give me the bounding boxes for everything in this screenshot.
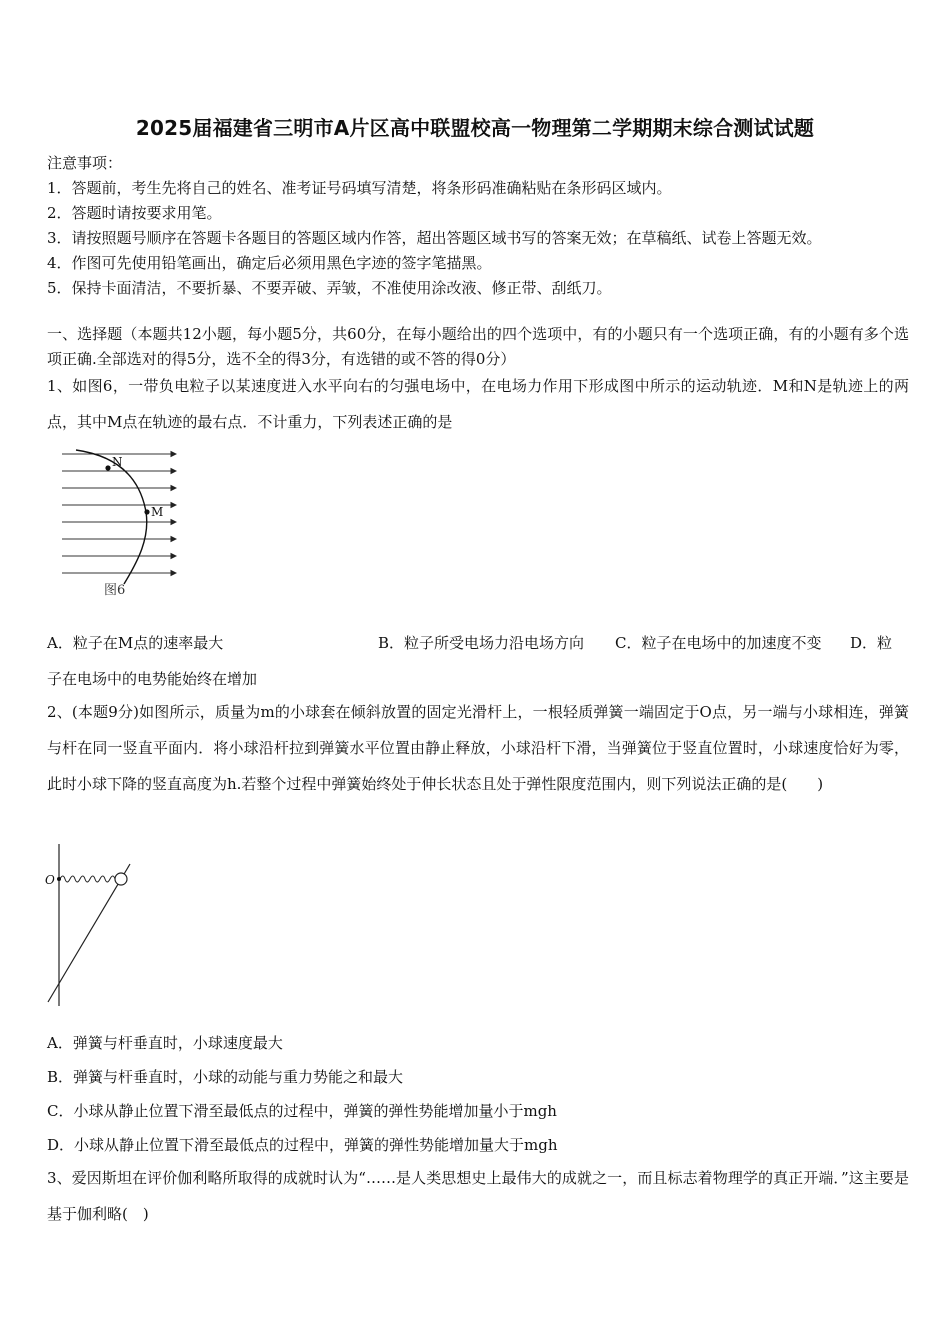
notice-item: 5．保持卡面清洁，不要折暴、不要弄破、弄皱，不准使用涂改液、修正带、刮纸刀。 <box>47 279 612 297</box>
spring <box>60 876 121 882</box>
question-2-stem: 2、(本题9分)如图所示，质量为m的小球套在倾斜放置的固定光滑杆上，一根轻质弹簧一端固定于O点，另一端与小球相连，弹簧与杆在同一竖直平面内．将小球沿杆拉到弹簧水平位置由静止释放，小球沿杆下滑，当弹簧位于竖直位置时，小球速度恰好为零，此时小球下降的竖直高度为h.若整个过程中弹簧始终处于伸长状态且处于弹性限度范围内，则下列说法正确的是( ) <box>47 703 909 793</box>
notice-item: 4．作图可先使用铅笔画出，确定后必须用黑色字迹的签字笔描黑。 <box>47 254 492 272</box>
figure-caption: 图6 <box>104 583 126 598</box>
q2-option-c[interactable]: C．小球从静止位置下滑至最低点的过程中，弹簧的弹性势能增加量小于mgh <box>47 1102 557 1120</box>
exam-title: 2025届福建省三明市A片区高中联盟校高一物理第二学期期末综合测试试题 <box>135 116 815 140</box>
q1-option-d[interactable]: D．粒 <box>850 634 893 652</box>
label-o: O <box>45 873 55 887</box>
label-m: M <box>151 505 164 519</box>
notice-item: 1．答题前，考生先将自己的姓名、准考证号码填写清楚，将条形码准确粘贴在条形码区域内。 <box>47 179 672 197</box>
ball <box>115 873 127 885</box>
q1-option-a[interactable]: A．粒子在M点的速率最大 <box>47 634 224 652</box>
q1-option-c[interactable]: C．粒子在电场中的加速度不变 <box>615 634 822 652</box>
figure-spring-rod <box>40 842 150 1012</box>
point-m <box>144 509 149 514</box>
notice-item: 2．答题时请按要求用笔。 <box>47 204 222 222</box>
q2-option-b[interactable]: B．弹簧与杆垂直时，小球的动能与重力势能之和最大 <box>47 1068 404 1086</box>
figure-6-electric-field <box>58 446 188 606</box>
q1-option-d-continued: 子在电场中的电势能始终在增加 <box>47 670 258 688</box>
question-1-stem: 1、如图6，一带负电粒子以某速度进入水平向右的匀强电场中，在电场力作用下形成图中所示的运动轨迹．M和N是轨迹上的两点，其中M点在轨迹的最右点．不计重力，下列表述正确的是 <box>47 377 909 431</box>
question-3-stem: 3、爱因斯坦在评价伽利略所取得的成就时认为“……是人类思想史上最伟大的成就之一，而且标志着物理学的真正开端．”这主要是基于伽利略( ) <box>47 1169 909 1223</box>
point-n <box>105 465 110 470</box>
notice-item: 3．请按照题号顺序在答题卡各题目的答题区域内作答，超出答题区域书写的答案无效；在草稿纸、试卷上答题无效。 <box>47 229 822 247</box>
q1-option-b[interactable]: B．粒子所受电场力沿电场方向 <box>378 634 585 652</box>
q2-option-d[interactable]: D．小球从静止位置下滑至最低点的过程中，弹簧的弹性势能增加量大于mgh <box>47 1136 558 1154</box>
label-n: N <box>112 455 123 469</box>
trajectory-curve <box>76 450 147 584</box>
notice-heading: 注意事项： <box>47 154 123 172</box>
anchor-point-o <box>57 877 61 881</box>
q2-option-a[interactable]: A．弹簧与杆垂直时，小球速度最大 <box>47 1034 283 1052</box>
section-intro: 一、选择题（本题共12小题，每小题5分，共60分，在每小题给出的四个选项中，有的小题只有一个选项正确，有的小题有多个选项正确.全部选对的得5分，选不全的得3分，有选错的或不答的得0分） <box>47 325 909 368</box>
